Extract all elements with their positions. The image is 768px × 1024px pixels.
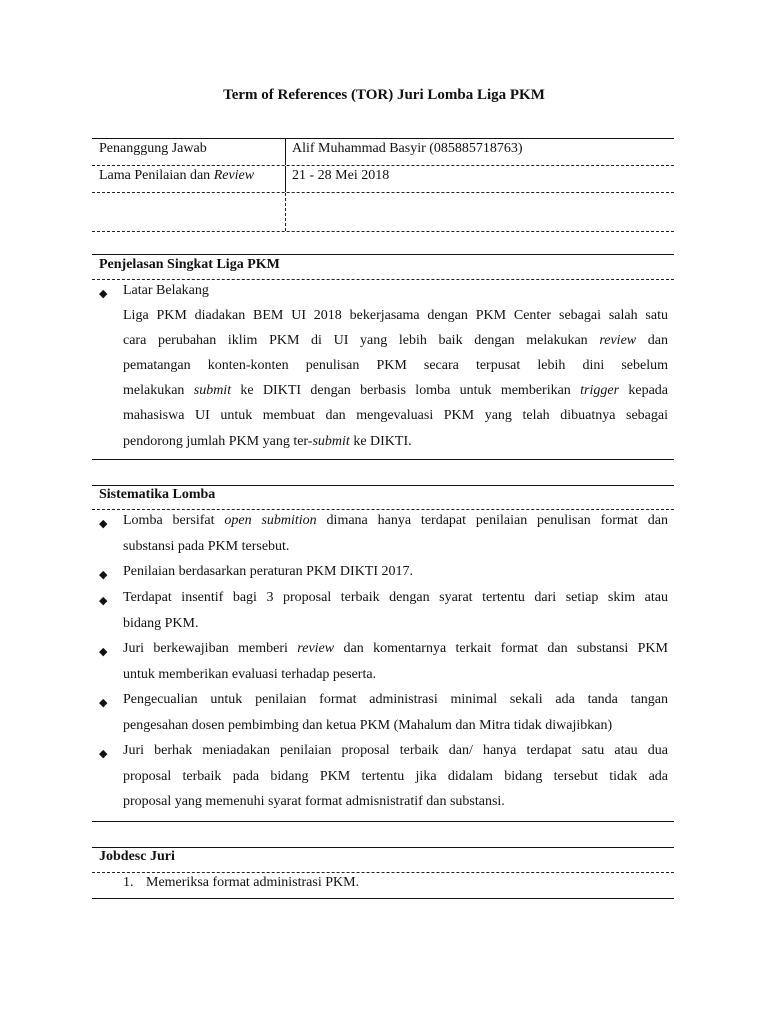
info-row-duration <box>92 166 674 193</box>
section-heading-liga: Penjelasan Singkat Liga PKM <box>99 257 280 272</box>
list-item-continuation: proposal yang memenuhi syarat format admisnistratif dan substansi. <box>123 794 505 809</box>
diamond-bullet-icon: ◆ <box>99 697 108 709</box>
list-item: Lomba bersifat open submition dimana hanya terdapat penilaian penulisan format dan <box>123 513 668 528</box>
info-row-empty <box>92 193 674 232</box>
paragraph-line: Liga PKM diadakan BEM UI 2018 bekerjasama dengan PKM Center sebagai salah satu <box>123 308 668 323</box>
diamond-bullet-icon: ◆ <box>99 748 108 760</box>
diamond-bullet-icon: ◆ <box>99 569 108 581</box>
document-title: Term of References (TOR) Juri Lomba Liga PKM <box>223 87 545 103</box>
list-item-continuation: pengesahan dosen pembimbing dan ketua PKM (Mahalum dan Mitra tidak diwajibkan) <box>123 718 613 733</box>
list-item-continuation: substansi pada PKM tersebut. <box>123 539 290 554</box>
bullet-label: Latar Belakang <box>123 283 209 298</box>
info-row-responsible <box>92 139 674 166</box>
list-item: Juri berhak meniadakan penilaian proposal terbaik dan/ hanya terdapat satu atau dua <box>123 743 668 758</box>
diamond-bullet-icon: ◆ <box>99 646 108 658</box>
section-heading-jobdesc: Jobdesc Juri <box>99 849 175 864</box>
info-value: Alif Muhammad Basyir (085885718763) <box>292 141 523 156</box>
paragraph-line: pematangan konten-konten penulisan PKM secara terpusat lebih dini sebelum <box>123 358 668 373</box>
list-item: Penilaian berdasarkan peraturan PKM DIKTI 2017. <box>123 564 414 579</box>
info-table <box>92 138 674 232</box>
list-item: Terdapat insentif bagi 3 proposal terbaik dengan syarat tertentu dari setiap skim atau <box>123 590 668 605</box>
paragraph-line: mahasiswa UI untuk membuat dan mengevaluasi PKM yang telah dibuatnya sebagai <box>123 408 668 423</box>
paragraph-line: melakukan submit ke DIKTI dengan berbasis lomba untuk memberikan trigger kepada <box>123 383 668 398</box>
diamond-bullet-icon: ◆ <box>99 288 108 300</box>
numbered-item-number: 1. <box>123 875 134 890</box>
paragraph-line: cara perubahan iklim PKM di UI yang lebih baik dengan melakukan review dan <box>123 333 668 348</box>
diamond-bullet-icon: ◆ <box>99 595 108 607</box>
list-item-continuation: untuk memberikan evaluasi terhadap peserta. <box>123 667 377 682</box>
diamond-bullet-icon: ◆ <box>99 518 108 530</box>
numbered-item-text: Memeriksa format administrasi PKM. <box>146 875 360 890</box>
list-item: Pengecualian untuk penilaian format administrasi minimal sekali ada tanda tangan <box>123 692 668 707</box>
info-label: Lama Penilaian dan Review <box>99 168 255 183</box>
list-item-continuation: bidang PKM. <box>123 616 199 631</box>
list-item: Juri berkewajiban memberi review dan komentarnya terkait format dan substansi PKM <box>123 641 668 656</box>
info-value: 21 - 28 Mei 2018 <box>292 168 390 183</box>
info-label: Penanggung Jawab <box>99 141 207 156</box>
section-heading-sistematika: Sistematika Lomba <box>99 487 216 502</box>
list-item-continuation: proposal terbaik pada bidang PKM tertentu jika didalam bidang tersebut tidak ada <box>123 769 668 784</box>
paragraph-line: pendorong jumlah PKM yang ter-submit ke DIKTI. <box>123 434 412 449</box>
